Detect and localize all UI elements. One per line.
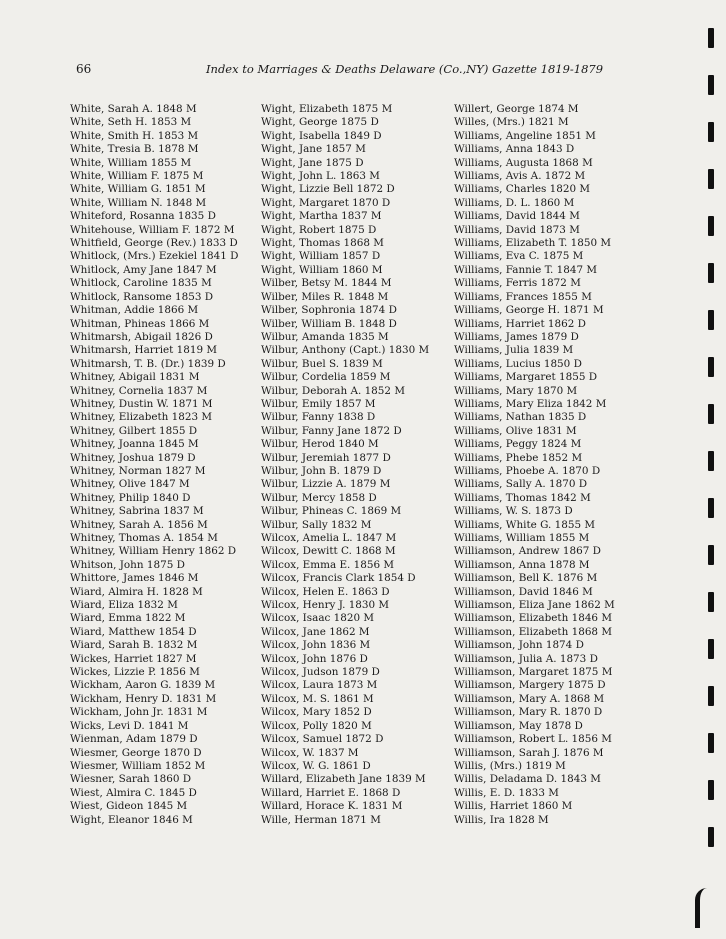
index-entry: Williams, Mary 1870 M xyxy=(454,384,578,397)
index-entry: Whitney, Olive 1847 M xyxy=(70,478,190,491)
index-entry: Wilcox, Helen E. 1863 D xyxy=(261,585,390,598)
index-entry: Wickes, Harriet 1827 M xyxy=(70,652,197,665)
index-entry: Willis, Deladama D. 1843 M xyxy=(454,773,601,786)
index-entry: Williams, Olive 1831 M xyxy=(454,424,577,437)
page-header-title: Index to Marriages & Deaths Delaware (Co.,NY) Gazette 1819-1879 xyxy=(206,62,604,76)
index-entry: Williams, Elizabeth T. 1850 M xyxy=(454,237,612,250)
index-entry: Whitney, Gilbert 1855 D xyxy=(70,424,198,437)
binding-mark xyxy=(708,498,714,518)
index-entry: Williams, W. S. 1873 D xyxy=(454,505,573,518)
index-entry: Williams, Angeline 1851 M xyxy=(454,129,596,142)
index-entry: Wight, Elizabeth 1875 M xyxy=(261,103,393,115)
index-entry: Williamson, May 1878 D xyxy=(454,719,583,732)
index-entry: Wickham, John Jr. 1831 M xyxy=(70,706,208,719)
index-entry: Williams, William 1855 M xyxy=(454,532,590,544)
index-entry: Williamson, Elizabeth 1868 M xyxy=(454,625,612,638)
index-column-3 xyxy=(454,103,615,827)
index-entry: Wille, Herman 1871 M xyxy=(261,813,381,826)
index-entry: White, Tresia B. 1878 M xyxy=(70,143,199,156)
index-entry: Williams, Phebe 1852 M xyxy=(454,451,583,464)
index-entry: Williams, Anna 1843 D xyxy=(454,143,575,156)
index-entry: Williamson, John 1874 D xyxy=(454,639,584,652)
binding-mark xyxy=(708,216,714,236)
binding-ring xyxy=(695,888,714,928)
index-entry: Whitlock, Ransome 1853 D xyxy=(70,290,214,303)
index-entry: Wight, Thomas 1868 M xyxy=(261,237,384,250)
index-entry: Willert, George 1874 M xyxy=(454,103,579,115)
index-entry: Whitney, Sarah A. 1856 M xyxy=(70,518,208,531)
index-entry: Willis, (Mrs.) 1819 M xyxy=(454,759,566,772)
index-entry: Wilcox, Amelia L. 1847 M xyxy=(261,532,397,544)
index-entry: Whitmarsh, Harriet 1819 M xyxy=(70,344,218,357)
index-entry: Williams, Harriet 1862 D xyxy=(454,317,586,330)
index-entry: Williams, Lucius 1850 D xyxy=(454,357,582,370)
index-entry: Wilcox, W. G. 1861 D xyxy=(261,759,371,772)
index-entry: Whitman, Phineas 1866 M xyxy=(70,317,210,330)
index-entry: Wight, Jane 1857 M xyxy=(261,143,366,156)
binding-mark xyxy=(708,28,714,48)
index-entry: Wilbur, John B. 1879 D xyxy=(261,464,382,477)
index-entry: Whiteford, Rosanna 1835 D xyxy=(70,210,216,223)
index-entry: Wilcox, Mary 1852 D xyxy=(261,706,372,719)
index-entry: Williamson, Sarah J. 1876 M xyxy=(454,746,604,759)
index-entry: Williamson, David 1846 M xyxy=(454,585,593,598)
binding-mark xyxy=(708,310,714,330)
binding-mark xyxy=(708,169,714,189)
binding-mark xyxy=(708,686,714,706)
index-entry: Wilbur, Cordelia 1859 M xyxy=(261,371,391,384)
index-entry: Wight, Jane 1875 D xyxy=(261,156,364,169)
index-entry: Williams, Margaret 1855 D xyxy=(454,371,598,384)
index-entry: Whitney, Thomas A. 1854 M xyxy=(70,532,218,544)
index-entry: Wienman, Adam 1879 D xyxy=(70,733,198,746)
index-entry: Wiesner, Sarah 1860 D xyxy=(70,773,192,786)
index-entry: Whitney, Abigail 1831 M xyxy=(70,371,200,384)
index-entry: Willis, Harriet 1860 M xyxy=(454,800,573,813)
index-entry: Wight, William 1857 D xyxy=(261,250,381,263)
binding-mark xyxy=(708,451,714,471)
index-entry: Wilber, William B. 1848 D xyxy=(261,317,397,330)
index-entry: Williams, Mary Eliza 1842 M xyxy=(454,397,607,410)
index-entry: Wilbur, Emily 1857 M xyxy=(261,397,376,410)
index-entry: Wilcox, John 1836 M xyxy=(261,639,371,652)
index-entry: Whitlock, (Mrs.) Ezekiel 1841 D xyxy=(70,250,239,263)
index-entry: Williamson, Julia A. 1873 D xyxy=(454,652,598,665)
index-entry: Williamson, Mary A. 1868 M xyxy=(454,692,605,705)
index-entry: Williamson, Elizabeth 1846 M xyxy=(454,612,612,625)
index-entry: White, Seth H. 1853 M xyxy=(70,116,192,129)
index-entry: Wilcox, Laura 1873 M xyxy=(261,679,378,692)
index-entry: Wilcox, M. S. 1861 M xyxy=(261,692,374,705)
index-entry: Whitney, Joshua 1879 D xyxy=(70,451,196,464)
index-entry: White, William N. 1848 M xyxy=(70,196,207,209)
index-entry: Whitney, Joanna 1845 M xyxy=(70,438,199,451)
index-entry: Wilbur, Phineas C. 1869 M xyxy=(261,505,402,518)
binding-mark xyxy=(708,733,714,753)
binding-mark xyxy=(708,827,714,847)
index-entry: Williams, Ferris 1872 M xyxy=(454,277,581,290)
index-entry: Whitmarsh, T. B. (Dr.) 1839 D xyxy=(70,357,226,370)
index-entry: Whitlock, Caroline 1835 M xyxy=(70,277,212,290)
index-entry: Wight, William 1860 M xyxy=(261,263,383,276)
index-entry: Williams, Fannie T. 1847 M xyxy=(454,263,598,276)
index-entry: Whitney, Dustin W. 1871 M xyxy=(70,397,213,410)
index-entry: Willis, E. D. 1833 M xyxy=(454,786,559,799)
index-entry: Williams, Sally A. 1870 D xyxy=(454,478,588,491)
index-entry: Wilcox, Francis Clark 1854 D xyxy=(261,572,416,585)
page-number: 66 xyxy=(76,62,92,76)
index-entry: White, William 1855 M xyxy=(70,156,192,169)
index-entry: Williamson, Anna 1878 M xyxy=(454,558,590,571)
index-entry: Wilcox, Dewitt C. 1868 M xyxy=(261,545,396,558)
binding-mark xyxy=(708,592,714,612)
index-entry: Wight, Isabella 1849 D xyxy=(261,129,382,142)
index-entry: Williams, George H. 1871 M xyxy=(454,304,604,317)
index-entry: Whitney, Sabrina 1837 M xyxy=(70,505,204,518)
index-entry: Wight, George 1875 D xyxy=(261,116,379,129)
index-entry: Wiard, Matthew 1854 D xyxy=(70,625,197,638)
index-entry: Willard, Elizabeth Jane 1839 M xyxy=(261,773,426,786)
index-entry: Williamson, Andrew 1867 D xyxy=(454,545,601,558)
index-entry: Williams, Phoebe A. 1870 D xyxy=(454,464,601,477)
index-entry: Williams, Augusta 1868 M xyxy=(454,156,593,169)
index-entry: Williams, Charles 1820 M xyxy=(454,183,591,196)
index-entry: Wickes, Lizzie P. 1856 M xyxy=(70,666,200,679)
binding-mark xyxy=(708,639,714,659)
binding-mark xyxy=(708,357,714,377)
index-entry: Wilbur, Lizzie A. 1879 M xyxy=(261,478,391,491)
index-entry: Wilber, Miles R. 1848 M xyxy=(261,290,389,303)
index-entry: Whittore, James 1846 M xyxy=(70,572,199,585)
binding-mark xyxy=(708,545,714,565)
index-entry: Wilber, Betsy M. 1844 M xyxy=(261,277,392,290)
index-entry: Williams, Peggy 1824 M xyxy=(454,438,582,451)
index-entry: White, William G. 1851 M xyxy=(70,183,206,196)
index-entry: Whitlock, Amy Jane 1847 M xyxy=(70,263,217,276)
index-entry: Whitfield, George (Rev.) 1833 D xyxy=(70,237,238,250)
index-entry: Wiard, Emma 1822 M xyxy=(70,612,186,625)
index-entry: Whitmarsh, Abigail 1826 D xyxy=(70,330,213,343)
index-entry: Williams, Avis A. 1872 M xyxy=(454,170,586,183)
index-entry: Wight, Margaret 1870 D xyxy=(261,196,391,209)
index-entry: Wicks, Levi D. 1841 M xyxy=(70,719,189,732)
index-entry: Williamson, Margaret 1875 M xyxy=(454,666,613,679)
index-entry: Wight, Eleanor 1846 M xyxy=(70,813,193,826)
index-entry: Wilbur, Amanda 1835 M xyxy=(261,330,389,343)
index-entry: Wight, Martha 1837 M xyxy=(261,210,382,223)
index-entry: Wight, Robert 1875 D xyxy=(261,223,377,236)
index-entry: Williams, White G. 1855 M xyxy=(454,518,596,531)
index-entry: Whitman, Addie 1866 M xyxy=(70,304,199,317)
index-entry: Wilcox, Samuel 1872 D xyxy=(261,733,384,746)
index-entry: Wilcox, W. 1837 M xyxy=(261,746,359,759)
index-entry: Williams, David 1844 M xyxy=(454,210,580,223)
index-entry: Willard, Horace K. 1831 M xyxy=(261,800,403,813)
index-entry: Wilcox, Judson 1879 D xyxy=(261,666,380,679)
index-entry: Wilbur, Anthony (Capt.) 1830 M xyxy=(261,344,430,357)
index-entry: Williams, James 1879 D xyxy=(454,330,579,343)
index-entry: Wilbur, Mercy 1858 D xyxy=(261,491,377,504)
index-entry: Wight, Lizzie Bell 1872 D xyxy=(261,183,395,196)
index-entry: Williams, Julia 1839 M xyxy=(454,344,574,357)
binding-mark xyxy=(708,263,714,283)
index-entry: Williams, Thomas 1842 M xyxy=(454,491,591,504)
index-entry: Wiesmer, William 1852 M xyxy=(70,759,206,772)
index-entry: Wiard, Almira H. 1828 M xyxy=(70,585,203,598)
index-entry: Wilcox, Henry J. 1830 M xyxy=(261,599,390,612)
index-entry: Wilcox, Emma E. 1856 M xyxy=(261,558,395,571)
index-entry: White, Smith H. 1853 M xyxy=(70,129,199,142)
index-entry: Williamson, Margery 1875 D xyxy=(454,679,606,692)
index-entry: Williams, David 1873 M xyxy=(454,223,580,236)
index-entry: White, William F. 1875 M xyxy=(70,170,204,183)
index-entry: Wilbur, Jeremiah 1877 D xyxy=(261,451,391,464)
index-entry: Williamson, Bell K. 1876 M xyxy=(454,572,598,585)
index-entry: Willard, Harriet E. 1868 D xyxy=(261,786,401,799)
index-column-2 xyxy=(261,103,429,827)
index-entry: Wilbur, Buel S. 1839 M xyxy=(261,357,383,370)
index-entry: Wilbur, Fanny Jane 1872 D xyxy=(261,424,402,437)
binding-mark xyxy=(708,780,714,800)
index-entry: Whitney, Elizabeth 1823 M xyxy=(70,411,213,424)
index-entry: Wilbur, Sally 1832 M xyxy=(261,518,372,531)
index-entry: Wiesmer, George 1870 D xyxy=(70,746,202,759)
index-entry: Wilbur, Herod 1840 M xyxy=(261,438,379,451)
index-entry: Wiard, Eliza 1832 M xyxy=(70,599,178,612)
index-entry: Wilbur, Fanny 1838 D xyxy=(261,411,376,424)
index-entry: Wilbur, Deborah A. 1852 M xyxy=(261,384,405,397)
binding-mark xyxy=(708,122,714,142)
binding-marks xyxy=(704,28,714,928)
index-entry: Wilcox, Jane 1862 M xyxy=(261,625,370,638)
binding-mark xyxy=(708,75,714,95)
index-entry: Wickham, Aaron G. 1839 M xyxy=(70,679,216,692)
index-entry: Whitson, John 1875 D xyxy=(70,558,185,571)
index-entry: Whitney, Philip 1840 D xyxy=(70,491,191,504)
index-entry: Whitney, Cornelia 1837 M xyxy=(70,384,208,397)
index-entry: Whitney, Norman 1827 M xyxy=(70,464,206,477)
index-entry: Williamson, Robert L. 1856 M xyxy=(454,733,612,746)
index-entry: Wiard, Sarah B. 1832 M xyxy=(70,639,198,652)
index-entry: Wilcox, Isaac 1820 M xyxy=(261,612,375,625)
index-entry: Wiest, Almira C. 1845 D xyxy=(70,786,197,799)
index-entry: Williams, Eva C. 1875 M xyxy=(454,250,584,263)
index-entry: Williams, Frances 1855 M xyxy=(454,290,592,303)
index-entry: Whitney, William Henry 1862 D xyxy=(70,545,237,558)
index-entry: Williamson, Mary R. 1870 D xyxy=(454,706,603,719)
index-entry: Williams, Nathan 1835 D xyxy=(454,411,587,424)
index-entry: Wilcox, Polly 1820 M xyxy=(261,719,372,732)
index-entry: Wight, John L. 1863 M xyxy=(261,170,380,183)
index-column-1 xyxy=(70,103,239,827)
index-entry: Wilcox, John 1876 D xyxy=(261,652,368,665)
index-entry: Willes, (Mrs.) 1821 M xyxy=(454,116,569,129)
index-entry: Wilber, Sophronia 1874 D xyxy=(261,304,397,317)
index-entry: Whitehouse, William F. 1872 M xyxy=(70,223,235,236)
index-entry: Wiest, Gideon 1845 M xyxy=(70,800,188,813)
binding-mark xyxy=(708,404,714,424)
index-entry: Williamson, Eliza Jane 1862 M xyxy=(454,599,615,612)
index-entry: White, Sarah A. 1848 M xyxy=(70,103,197,115)
index-entry: Willis, Ira 1828 M xyxy=(454,813,549,826)
index-entry: Wickham, Henry D. 1831 M xyxy=(70,692,217,705)
index-entry: Williams, D. L. 1860 M xyxy=(454,196,575,209)
